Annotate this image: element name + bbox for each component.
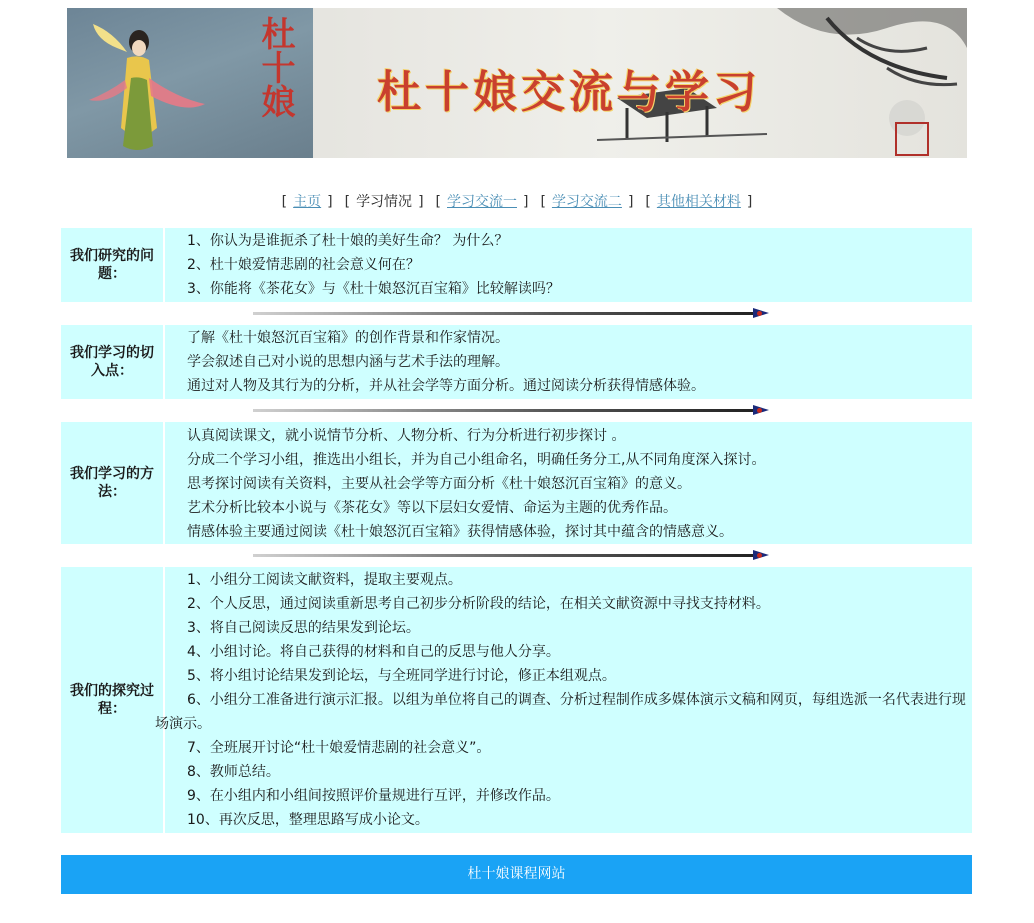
- arrow-divider-icon: [253, 405, 773, 415]
- text-line: 学会叙述自己对小说的思想内涵与艺术手法的理解。: [187, 354, 509, 370]
- banner-portrait: [67, 8, 313, 158]
- footer-bar: 杜十娘课程网站: [61, 855, 972, 894]
- section-label: 我们的探究过程：: [61, 567, 165, 833]
- nav-other-materials-link[interactable]: 其他相关材料: [656, 194, 741, 210]
- section-label: 我们学习的方法：: [61, 422, 165, 544]
- text-line: 认真阅读课文，就小说情节分析、人物分析、行为分析进行初步探讨 。: [187, 428, 626, 444]
- text-line: 艺术分析比较本小说与《茶花女》等以下层妇女爱情、命运为主题的优秀作品。: [187, 500, 677, 516]
- text-line: 8、教师总结。: [187, 764, 280, 780]
- section-research-questions: [61, 228, 972, 302]
- section-entry-points: [61, 325, 972, 399]
- text-line: 情感体验主要通过阅读《杜十娘怒沉百宝箱》获得情感体验，探讨其中蕴含的情感意义。: [187, 524, 733, 540]
- section-content: [155, 229, 966, 301]
- text-line: 5、将小组讨论结果发到论坛，与全班同学进行讨论，修正本组观点。: [187, 668, 616, 684]
- text-line: 了解《杜十娘怒沉百宝箱》的创作背景和作家情况。: [187, 330, 509, 346]
- text-line: 1、你认为是谁扼杀了杜十娘的美好生命？ 为什么？: [187, 233, 509, 249]
- section-content: [155, 568, 966, 832]
- banner-vertical-title: 杜十娘: [255, 16, 295, 118]
- section-content: [155, 424, 966, 544]
- text-line: 3、你能将《茶花女》与《杜十娘怒沉百宝箱》比较解读吗？: [187, 281, 560, 297]
- section-methods: [61, 422, 972, 544]
- lady-figure-icon: [87, 18, 207, 158]
- text-line: 10、再次反思，整理思路写成小论文。: [187, 812, 429, 828]
- banner-title: 杜十娘交流与学习: [377, 67, 761, 118]
- text-line: 思考探讨阅读有关资料，主要从社会学等方面分析《杜十娘怒沉百宝箱》的意义。: [187, 476, 691, 492]
- text-line: 分成二个学习小组，推选出小组长，并为自己小组命名，明确任务分工,从不同角度深入探讨。: [187, 452, 766, 468]
- text-line: 7、全班展开讨论“杜十娘爱情悲剧的社会意义”。: [187, 740, 491, 756]
- section-process: [61, 567, 972, 833]
- text-line: 1、小组分工阅读文献资料，提取主要观点。: [187, 572, 462, 588]
- nav-exchange-1-link[interactable]: 学习交流一: [447, 194, 517, 210]
- text-line: 4、小组讨论。将自己获得的材料和自己的反思与他人分享。: [187, 644, 560, 660]
- text-line: 9、在小组内和小组间按照评价量规进行互评，并修改作品。: [187, 788, 560, 804]
- nav-exchange-2-link[interactable]: 学习交流二: [551, 194, 622, 210]
- site-banner: [67, 8, 967, 158]
- top-navigation: [ 主页 ] [ 学习情况 ] [ 学习交流一 ] [ 学习交流二 ] [ 其他相关材料 ]: [281, 194, 753, 210]
- section-content: [155, 326, 966, 398]
- text-line: 6、小组分工准备进行演示汇报。以组为单位将自己的调查、分析过程制作成多媒体演示文稿和网页，每组选派一名代表进行现场演示。: [155, 692, 966, 732]
- seal-stamp: [895, 122, 929, 156]
- text-line: 2、杜十娘爱情悲剧的社会意义何在？: [187, 257, 420, 273]
- nav-current-item: 学习情况: [356, 194, 413, 210]
- arrow-divider-icon: [253, 308, 773, 318]
- nav-home-link[interactable]: 主页: [293, 194, 322, 210]
- section-label: 我们研究的问题：: [61, 228, 165, 302]
- text-line: 2、个人反思，通过阅读重新思考自己初步分析阶段的结论，在相关文献资源中寻找支持材料。: [187, 596, 770, 612]
- arrow-divider-icon: [253, 550, 773, 560]
- section-label: 我们学习的切入点：: [61, 325, 165, 399]
- text-line: 3、将自己阅读反思的结果发到论坛。: [187, 620, 420, 636]
- text-line: 通过对人物及其行为的分析，并从社会学等方面分析。通过阅读分析获得情感体验。: [187, 378, 705, 394]
